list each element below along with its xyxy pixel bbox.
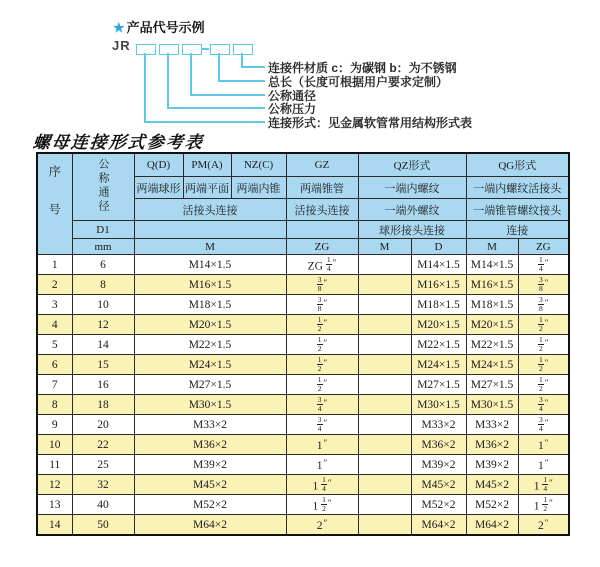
- table-cell: 15: [72, 355, 134, 375]
- connector-line: [241, 66, 265, 68]
- table-cell: $\frac{3}{4}$ ″: [286, 395, 358, 415]
- table-cell: M33×2: [411, 415, 466, 435]
- product-code-prefix: JR: [112, 38, 131, 53]
- header-ends-qg: 一端内螺纹活接头: [466, 177, 569, 199]
- table-cell: 14: [37, 515, 72, 536]
- connector-line: [241, 53, 243, 67]
- table-cell: $\frac{1}{2}$ ″: [286, 315, 358, 335]
- table-cell: 14: [72, 335, 134, 355]
- table-row: [37, 515, 569, 536]
- header-code-qd: Q(D): [134, 153, 183, 177]
- table-cell: M39×2: [411, 455, 466, 475]
- table-cell: M52×2: [466, 495, 518, 515]
- table-cell: $\frac{3}{8}$ ″: [518, 295, 569, 315]
- header-conn-qz: 球形接头连接: [358, 221, 466, 239]
- table-cell: M16×1.5: [134, 275, 286, 295]
- header-unit-zg: ZG: [286, 239, 358, 255]
- table-cell: $\frac{1}{2}$ ″: [518, 335, 569, 355]
- table-cell: 3: [37, 295, 72, 315]
- diagram-label-diameter: 公称通径: [268, 89, 317, 103]
- table-cell: M52×2: [134, 495, 286, 515]
- table-cell: $\frac{3}{8}$ ″: [286, 295, 358, 315]
- table-cell: ZG $\frac{1}{4}$ ″: [286, 255, 358, 275]
- header-unit-m: M: [134, 239, 286, 255]
- table-row: [37, 415, 569, 435]
- diagram-label-connection: 连接形式：见金属软管常用结构形式表: [268, 116, 473, 130]
- table-cell: 1″: [518, 455, 569, 475]
- table-cell: M52×2: [411, 495, 466, 515]
- table-cell: 22: [72, 435, 134, 455]
- table-cell: [358, 335, 411, 355]
- table-cell: M27×1.5: [134, 375, 286, 395]
- table-cell: 11: [37, 455, 72, 475]
- connector-line: [167, 107, 265, 109]
- table-cell: [358, 495, 411, 515]
- diagram-label-pressure: 公称压力: [268, 102, 317, 116]
- code-box-4: [210, 44, 230, 55]
- table-cell: [358, 375, 411, 395]
- star-icon: ★: [113, 20, 125, 35]
- table-cell: $\frac{1}{2}$ ″: [286, 355, 358, 375]
- table-cell: 18: [72, 395, 134, 415]
- table-cell: 1″: [518, 435, 569, 455]
- table-cell: M27×1.5: [466, 375, 518, 395]
- table-cell: 1: [37, 255, 72, 275]
- table-cell: M64×2: [466, 515, 518, 536]
- table-cell: [358, 515, 411, 536]
- header-unit-qg-zg: ZG: [518, 239, 569, 255]
- header-seq-text: 序号: [47, 164, 62, 241]
- table-cell: 8: [72, 275, 134, 295]
- header-code-nzc: NZ(C): [231, 153, 286, 177]
- table-cell: 1 $\frac{1}{2}$ ″: [286, 495, 358, 515]
- table-row: [37, 495, 569, 515]
- header-unit-qg-m: M: [466, 239, 518, 255]
- header-ends-qd: 两端球形: [134, 177, 183, 199]
- table-cell: 1″: [286, 435, 358, 455]
- table-body: [37, 255, 569, 536]
- table-row: [37, 435, 569, 455]
- product-code-heading: [113, 17, 205, 36]
- code-box-2: [159, 44, 179, 55]
- table-cell: M39×2: [466, 455, 518, 475]
- table-cell: 4: [37, 315, 72, 335]
- table-row: [37, 395, 569, 415]
- connector-line: [190, 53, 192, 95]
- table-cell: M30×1.5: [134, 395, 286, 415]
- header-ends-pma: 两端平面: [183, 177, 231, 199]
- table-cell: $\frac{3}{8}$ ″: [518, 275, 569, 295]
- table-cell: M14×1.5: [466, 255, 518, 275]
- table-cell: [358, 255, 411, 275]
- table-cell: $\frac{3}{8}$ ″: [286, 275, 358, 295]
- table-cell: M45×2: [466, 475, 518, 495]
- connector-line: [218, 53, 220, 81]
- table-cell: M24×1.5: [466, 355, 518, 375]
- table-cell: 32: [72, 475, 134, 495]
- table-cell: 40: [72, 495, 134, 515]
- table-cell: 10: [72, 295, 134, 315]
- reference-table: [36, 152, 570, 536]
- table-cell: M24×1.5: [411, 355, 466, 375]
- table-cell: $\frac{1}{2}$ ″: [518, 355, 569, 375]
- table-cell: $\frac{3}{4}$ ″: [518, 395, 569, 415]
- table-cell: $\frac{3}{4}$ ″: [286, 415, 358, 435]
- table-cell: $\frac{1}{4}$ ″: [518, 255, 569, 275]
- table-cell: 12: [72, 315, 134, 335]
- header-joint-qg: 一端锥管螺纹接头: [466, 199, 569, 221]
- connector-line: [144, 121, 265, 123]
- table-row: [37, 455, 569, 475]
- code-dash: [201, 48, 209, 50]
- table-cell: M14×1.5: [411, 255, 466, 275]
- connector-line: [218, 80, 265, 82]
- table-cell: M22×1.5: [466, 335, 518, 355]
- header-nominal-text: 公称通径: [97, 157, 109, 214]
- table-cell: 2″: [518, 515, 569, 536]
- table-cell: M20×1.5: [134, 315, 286, 335]
- table-cell: 1 $\frac{1}{4}$ ″: [518, 475, 569, 495]
- table-cell: [358, 475, 411, 495]
- table-cell: [358, 455, 411, 475]
- code-box-1: [136, 44, 156, 55]
- diagram-label-length: 总长（长度可根据用户要求定制）: [268, 75, 449, 89]
- table-cell: [358, 275, 411, 295]
- table-cell: [358, 295, 411, 315]
- header-unit-qz-d: D: [411, 239, 466, 255]
- table-cell: $\frac{3}{4}$ ″: [518, 415, 569, 435]
- header-nominal: [72, 153, 134, 221]
- connector-line: [144, 53, 146, 122]
- table-cell: M30×1.5: [411, 395, 466, 415]
- table-cell: M22×1.5: [411, 335, 466, 355]
- header-blank: [286, 221, 358, 239]
- table-row: [37, 295, 569, 315]
- table-row: [37, 475, 569, 495]
- table-row: [37, 315, 569, 335]
- header-d1: D1: [72, 221, 134, 239]
- table-cell: M36×2: [134, 435, 286, 455]
- table-cell: [358, 315, 411, 335]
- table-row: [37, 375, 569, 395]
- table-cell: M33×2: [466, 415, 518, 435]
- header-joint-gz: 活接头连接: [286, 199, 358, 221]
- table-cell: M20×1.5: [411, 315, 466, 335]
- header-seq: [37, 153, 72, 255]
- table-cell: 13: [37, 495, 72, 515]
- table-cell: $\frac{1}{2}$ ″: [518, 375, 569, 395]
- table-cell: M20×1.5: [466, 315, 518, 335]
- code-box-5: [233, 44, 253, 55]
- table-cell: 2: [37, 275, 72, 295]
- table-cell: 9: [37, 415, 72, 435]
- header-code-gz: GZ: [286, 153, 358, 177]
- table-cell: M14×1.5: [134, 255, 286, 275]
- header-unit-qz-m: M: [358, 239, 411, 255]
- header-ends-gz: 两端锥管: [286, 177, 358, 199]
- header-code-qg: QG形式: [466, 153, 569, 177]
- table-cell: M24×1.5: [134, 355, 286, 375]
- table-cell: M39×2: [134, 455, 286, 475]
- table-cell: $\frac{1}{2}$ ″: [286, 375, 358, 395]
- table-cell: M64×2: [411, 515, 466, 536]
- table-cell: 25: [72, 455, 134, 475]
- header-code-pma: PM(A): [183, 153, 231, 177]
- table-cell: M36×2: [411, 435, 466, 455]
- table-cell: M16×1.5: [411, 275, 466, 295]
- table-cell: M27×1.5: [411, 375, 466, 395]
- table-cell: M16×1.5: [466, 275, 518, 295]
- table-row: [37, 255, 569, 275]
- table-row: [37, 335, 569, 355]
- diagram-label-material: 连接件材质 c：为碳钢 b：为不锈钢: [268, 61, 457, 75]
- header-mm: mm: [72, 239, 134, 255]
- table-cell: [358, 415, 411, 435]
- table-cell: [358, 395, 411, 415]
- table-cell: 5: [37, 335, 72, 355]
- table-cell: 8: [37, 395, 72, 415]
- table-cell: M18×1.5: [466, 295, 518, 315]
- table-cell: M18×1.5: [134, 295, 286, 315]
- table-cell: M36×2: [466, 435, 518, 455]
- table-cell: 6: [72, 255, 134, 275]
- table-cell: 7: [37, 375, 72, 395]
- table-row: [37, 355, 569, 375]
- table-cell: M45×2: [411, 475, 466, 495]
- table-cell: 1″: [286, 455, 358, 475]
- table-cell: M22×1.5: [134, 335, 286, 355]
- table-cell: $\frac{1}{2}$ ″: [286, 335, 358, 355]
- header-conn-qg: 连接: [466, 221, 569, 239]
- header-joint-qz: 一端外螺纹: [358, 199, 466, 221]
- product-code-heading-text: 产品代号示例: [126, 20, 205, 35]
- table-cell: $\frac{1}{2}$ ″: [518, 315, 569, 335]
- table-cell: 1 $\frac{1}{4}$ ″: [286, 475, 358, 495]
- table-cell: 1 $\frac{1}{2}$ ″: [518, 495, 569, 515]
- table-cell: 10: [37, 435, 72, 455]
- header-blank: [134, 221, 286, 239]
- header-code-qz: QZ形式: [358, 153, 466, 177]
- table-cell: M45×2: [134, 475, 286, 495]
- table-cell: 50: [72, 515, 134, 536]
- table-cell: [358, 435, 411, 455]
- table-cell: 20: [72, 415, 134, 435]
- table-cell: M33×2: [134, 415, 286, 435]
- table-title: 螺母连接形式参考表: [31, 133, 205, 152]
- table-cell: 16: [72, 375, 134, 395]
- table-cell: M64×2: [134, 515, 286, 536]
- table-cell: M18×1.5: [411, 295, 466, 315]
- table-cell: 2″: [286, 515, 358, 536]
- table-cell: 6: [37, 355, 72, 375]
- code-box-3: [182, 44, 202, 55]
- table-cell: 12: [37, 475, 72, 495]
- connector-line: [190, 94, 265, 96]
- table-cell: [358, 355, 411, 375]
- connector-line: [167, 53, 169, 108]
- header-joint-qpn: 活接头连接: [134, 199, 286, 221]
- table-row: [37, 275, 569, 295]
- table-cell: M30×1.5: [466, 395, 518, 415]
- header-ends-qz: 一端内螺纹: [358, 177, 466, 199]
- header-ends-nzc: 两端内锥: [231, 177, 286, 199]
